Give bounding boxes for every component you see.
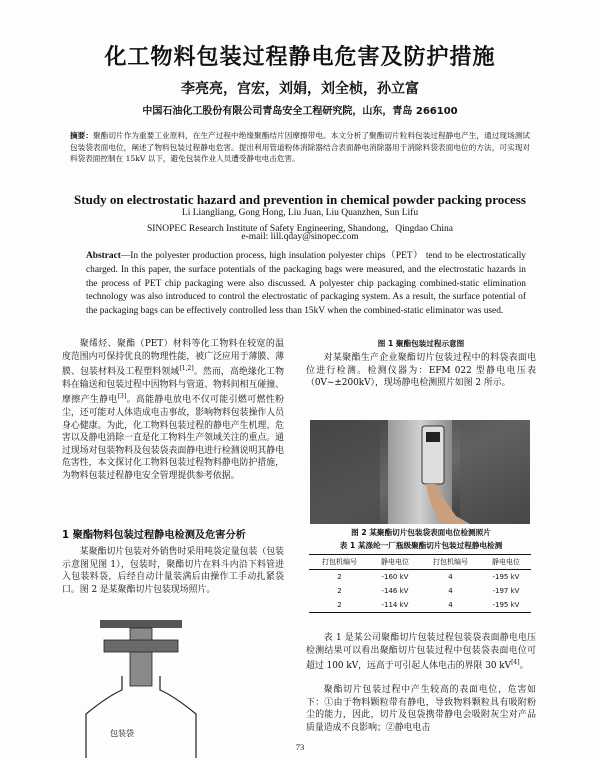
table-cell: -195 kV (481, 598, 531, 613)
table-cell: -114 kV (370, 598, 420, 613)
figure-1-diagram (64, 618, 264, 758)
author-list: 李亮亮，宫宏，刘娟，刘全桢，孙立富 (181, 81, 419, 97)
col-header: 静电电位 (481, 555, 531, 570)
citation-4: [4] (511, 659, 520, 667)
abstract-chinese-label: 摘要： (70, 131, 94, 140)
table-cell: 2 (309, 598, 370, 613)
hopper-plate (100, 620, 182, 628)
site-photo (310, 420, 530, 524)
section-1-paragraph: 某聚酯切片包装对外销售时采用吨袋定量包装（包装示意图见图 1），包装时，聚酯切片在料斗内沿下料管进入包装料袋，后经自动计量装满后由操作工手动扎紧袋口。图 2 是某聚酯切片包装现场照片。 (62, 547, 284, 595)
table-header-row (309, 555, 531, 570)
figure-2-photo (310, 420, 530, 524)
english-affiliation: SINOPEC Research Institute of Safety Engineering, Shandong，Qingdao China (146, 224, 454, 234)
table-cell: -197 kV (492, 587, 520, 595)
abstract-chinese-text: 聚酯切片作为重要工业原料，在生产过程中绝缘聚酯结片因摩擦带电。本文分析了聚酯切片粒料包装过程静电产生，通过现场测试包装袋表面电位，阐述了物料包装过程静电危害。提出利用管道粉体消除器结合表面静电消除器用于消除料袋表面电位的方法，可实现对料袋表面控制在 15kV 以下，避免包装作业人员遭受静电电击危害。 (70, 131, 531, 163)
english-title: Study on electrostatic hazard and prevention in chemical powder packing process (74, 192, 526, 207)
clamp-ring (104, 640, 178, 652)
results-text-end: 。 (519, 661, 529, 672)
section-1-heading: 1 聚酯物料包装过程静电检测及危害分析 (62, 530, 246, 541)
table-row (309, 570, 531, 585)
results-paragraph (306, 632, 536, 673)
measurement-paragraph: 对某聚酯生产企业聚酯切片包装过程中的料袋表面电位进行检测。检测仪器为：EFM 022 型静电电压表（0V~±200kV），现场静电检测照片如图 2 所示。 (306, 353, 536, 389)
table-row (309, 584, 531, 598)
bag-label: 包装袋 (110, 729, 134, 738)
page-number: 73 (295, 742, 305, 752)
col-header: 打包机编号 (420, 555, 481, 570)
intro-text-part-1: 聚烯烃、聚酯（PET）材料等化工物料在较宽的温度范围内可保持优良的物理性能，被广泛应用于薄膜、薄膜、包装材料及工程塑料领域 (62, 339, 284, 378)
citation-3: [3] (117, 393, 127, 401)
table-cell: 4 (448, 587, 453, 595)
packing-schematic (64, 618, 264, 758)
abstract-english (86, 250, 526, 319)
photo-left-bag (310, 420, 380, 524)
table-row (309, 598, 531, 613)
hazard-paragraph: 聚酯切片包装过程中产生较高的表面电位，危害如下：①由于物料颗粒带有静电，导致物料颗粒具有吸附粉尘的能力，因此，切片及包袋携带静电会吸附灰尘对产品质量造成不良影响；②静电电击 (306, 685, 536, 733)
measurement-table (309, 554, 531, 613)
abstract-english-text: —In the polyester production process, high insulation polyester chips（PET） tend to be electrostatically charged. In this paper, the surface potentials of the packaging bags were measured, and the electrostatic hazards in the process of PET chip packaging were also discussed. A polyester chip packaging combined-static elimination technology was also introduced to control the electrostatic of packaging system. As a result, the surface potential of the packaging bags can be effectively controlled less than 15kV when the combined-static eliminator was used. (86, 251, 526, 317)
email-address: e-mail: lill.qday@sinopec.com (241, 232, 359, 242)
abstract-english-label: Abstract (86, 251, 121, 261)
table-cell: 4 (420, 598, 481, 613)
table-cell: 2 (337, 587, 342, 595)
table-cell: -146 kV (381, 587, 409, 595)
paper-title: 化工物料包装过程静电危害及防护措施 (104, 45, 496, 70)
col-header: 静电电位 (370, 555, 420, 570)
table-cell: -160 kV (381, 573, 409, 581)
photo-right-bag (460, 420, 530, 524)
results-text: 表 1 是某公司聚酯切片包装过程包装袋表面静电电压检测结果可以看出聚酯切片包装过程中包装袋表面电位可超过 100 kV，远高于可引起人体电击的界限 30 kV (306, 633, 536, 672)
intro-paragraph (62, 338, 284, 482)
voltmeter-display (426, 432, 440, 442)
feed-pipe (130, 628, 152, 686)
intro-text-part-3: 。高能静电放电不仅可能引燃可燃性粉尘，还可能对人体造成电击事故，影响物料包装操作人员身心健康。为此，化工物料包装过程的静电产生机理、危害以及静电消除一直是化工物料生产领域关注的重点。通过现场对包装物料及包装袋表面静电进行检测说明其静电危害性，本文探讨化工物料包装过程物料静电防护措施，为物料包装过程静电安全管理提供参考依据。 (62, 395, 285, 481)
col-header: 打包机编号 (309, 555, 370, 570)
table-cell: -195 kV (492, 573, 520, 581)
english-author-list: Li Liangliang, Gong Hong, Liu Juan, Liu Quanzhen, Sun Lifu (181, 208, 419, 218)
abstract-chinese (70, 130, 530, 165)
figure-2-caption: 图 2 某聚酯切片包装袋表面电位检测照片 (351, 528, 491, 537)
table-cell: 2 (337, 573, 342, 581)
affiliation: 中国石油化工股份有限公司青岛安全工程研究院，山东，青岛 266100 (142, 106, 458, 117)
intro-text-part-2: 。然而，高绝缘化工物料在输送和包装过程中因物料与管道、物料间相互碰撞、摩擦产生静电 (62, 367, 285, 406)
table-cell: 4 (448, 573, 453, 581)
table-1-caption: 表 1 某涤纶一厂瓶级聚酯切片包装过程静电检测 (339, 541, 503, 550)
figure-1-caption: 图 1 聚酯包装过程示意图 (377, 339, 465, 348)
citation-1-2: [1,2] (179, 365, 194, 373)
